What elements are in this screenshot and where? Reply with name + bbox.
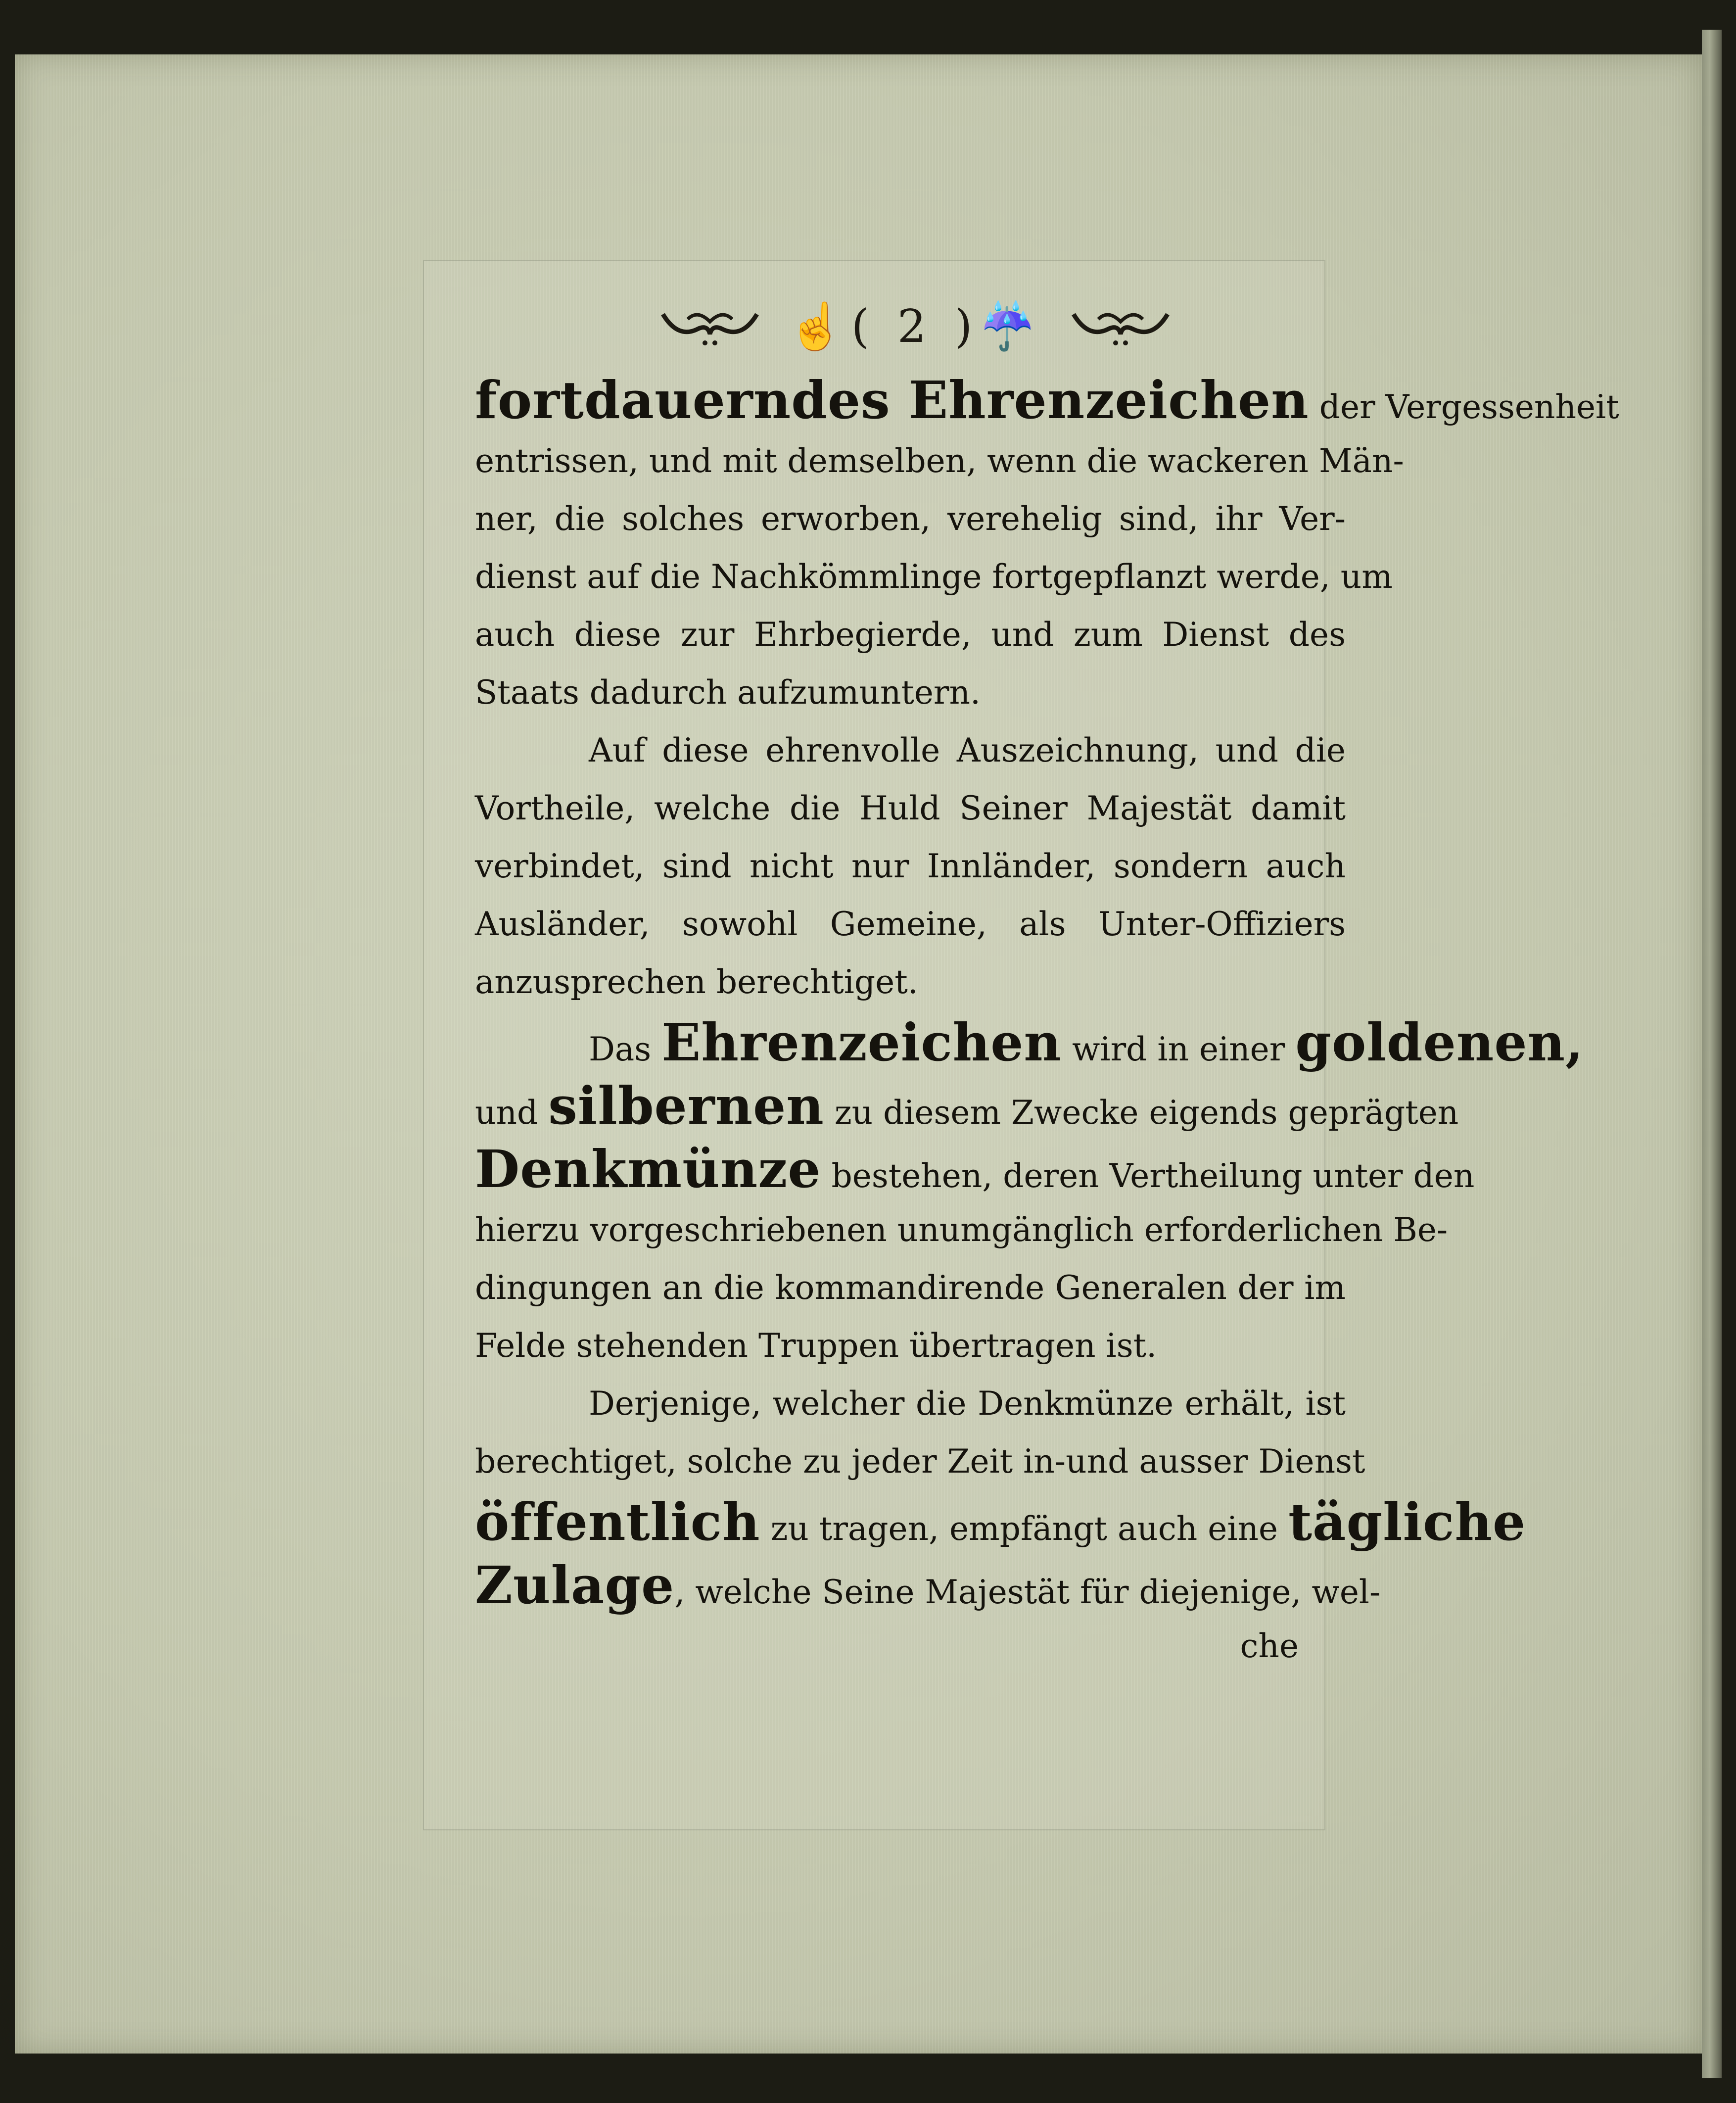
text-line [475, 1490, 1526, 1554]
left-fleuron-icon [658, 304, 762, 349]
text-line [475, 369, 1619, 432]
text-run: silbernen [548, 1075, 824, 1136]
text-run: dienst auf die Nachkömmlinge fortgepflanzt werde, um [475, 558, 1393, 596]
text-run: berechtiget, solche zu jeder Zeit in-und ausser Dienst [475, 1442, 1365, 1481]
text-run: Auf diese ehrenvolle Auszeichnung, und die [589, 731, 1346, 769]
text-line [475, 1074, 1459, 1138]
text-line [475, 837, 1346, 895]
page-edge [1702, 30, 1722, 2078]
text-line [475, 721, 1346, 779]
text-run: Vortheile, welche die Huld Seiner Majestät damit [475, 789, 1346, 827]
text-line [475, 779, 1346, 837]
text-run: verbindet, sind nicht nur Innländer, sondern auch [475, 847, 1346, 885]
text-line [475, 1259, 1346, 1317]
text-run: Derjenige, welcher die Denkmünze erhält, ist [589, 1385, 1346, 1423]
text-run: dingungen an die kommandirende Generalen der im [475, 1269, 1346, 1307]
text-line [475, 1201, 1448, 1259]
text-run: goldenen, [1295, 1012, 1584, 1073]
text-run: fortdauerndes Ehrenzeichen [475, 370, 1309, 430]
text-line [475, 1554, 1381, 1617]
text-line [475, 432, 1404, 490]
text-run: bestehen, deren Vertheilung unter den [821, 1157, 1475, 1195]
text-run: Denkmünze [475, 1139, 821, 1199]
text-run: ner, die solches erworben, verehelig sind, ihr Ver- [475, 500, 1346, 538]
body-text [475, 369, 1619, 1675]
text-run: Ehrenzeichen [661, 1012, 1062, 1073]
catchword-text: che [1240, 1627, 1299, 1665]
text-line [475, 1317, 1346, 1375]
text-run: entrissen, und mit demselben, wenn die wackeren Män- [475, 442, 1404, 480]
text-run: Staats dadurch aufzumuntern. [475, 673, 981, 712]
text-run: wird in einer [1062, 1030, 1296, 1068]
text-run: der Vergessenheit [1309, 388, 1619, 426]
text-run: zu tragen, empfängt auch eine [760, 1510, 1289, 1548]
text-run: , welche Seine Majestät für diejenige, wel- [674, 1573, 1381, 1611]
text-line [475, 1433, 1365, 1490]
text-line [475, 490, 1346, 548]
text-run: hierzu vorgeschriebenen unumgänglich erforderlichen Be- [475, 1211, 1448, 1249]
text-run: anzusprechen berechtiget. [475, 963, 918, 1001]
text-run: Das [589, 1030, 662, 1068]
text-line [475, 548, 1393, 606]
text-line [475, 606, 1346, 664]
text-line [475, 1011, 1584, 1074]
text-run: Zulage [475, 1555, 675, 1616]
text-run: auch diese zur Ehrbegierde, und zum Dienst des [475, 616, 1346, 654]
text-line [475, 1375, 1346, 1433]
text-run: tägliche [1288, 1491, 1526, 1552]
page-header [658, 297, 1173, 356]
text-line [475, 953, 1346, 1011]
text-run: Felde stehenden Truppen übertragen ist. [475, 1327, 1157, 1365]
text-line [475, 664, 1346, 721]
text-run: Ausländer, sowohl Gemeine, als Unter-Offiziers [475, 905, 1346, 943]
text-line [475, 895, 1346, 953]
text-run: öffentlich [475, 1491, 760, 1552]
right-fleuron-icon [1069, 304, 1173, 349]
text-run: und [475, 1094, 549, 1132]
text-line [475, 1138, 1475, 1201]
catchword [475, 1617, 1346, 1675]
text-run: zu diesem Zwecke eigends geprägten [824, 1094, 1459, 1132]
page-number: ☝( 2 )☔ [788, 300, 1043, 353]
